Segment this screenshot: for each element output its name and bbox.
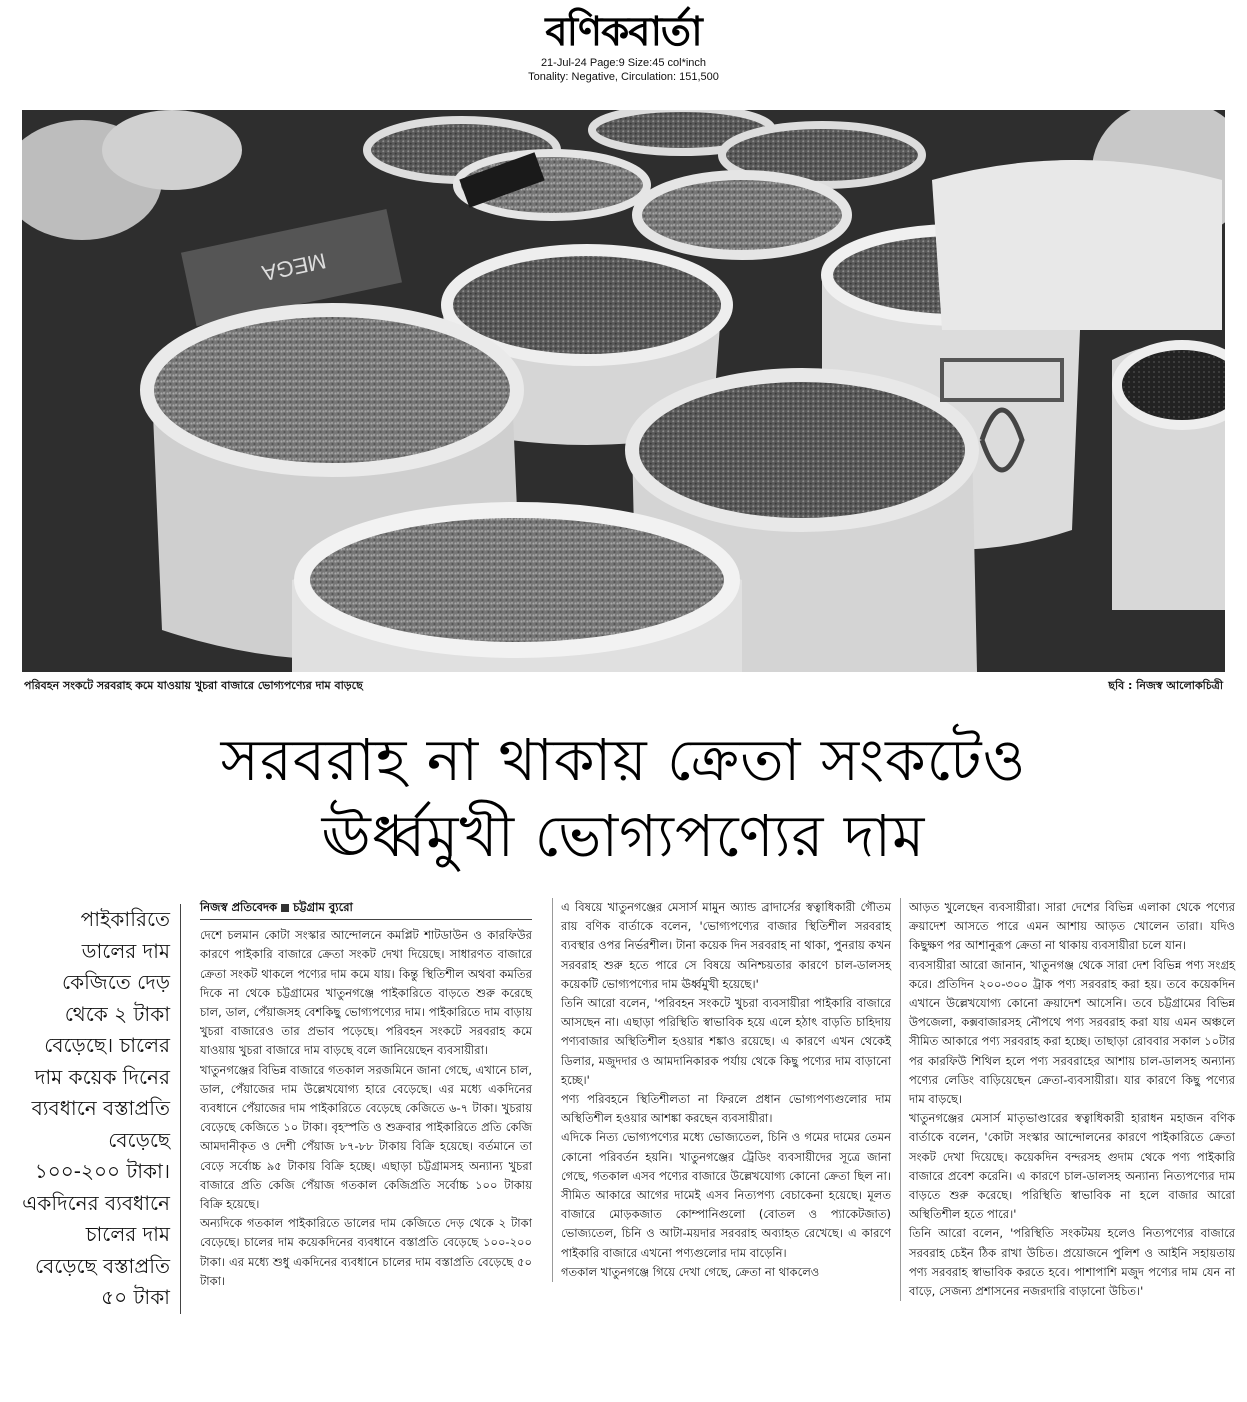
paragraph: তিনি আরো বলেন, 'পরিবহন সংকটে খুচরা ব্যবসায়ীরা পাইকারি বাজারে আসছেন না। এছাড়া পরিস্থিতি স্বাভাবিক হয়ে এলে হঠাৎ বাড়তি চাহিদায় পণ্যবাজার অস্থিতিশীল হওয়ার শঙ্কাও রয়েছে। এ কারণে এখন থেকেই ডিলার, মজুদদার ও আমদানিকারক পর্যায় থেকে কিছু পণ্যের দাম বাড়ানো হচ্ছে।': [561, 996, 891, 1087]
masthead: [0, 8, 1247, 84]
paragraph: দেশে চলমান কোটা সংস্কার আন্দোলনে কমপ্লিট শাটডাউন ও কারফিউর কারণে পাইকারি বাজারে ক্রেতা সংকট দেখা দিয়েছে। সাধারণত বাজারে ক্রেতা সংকট থাকলে পণ্যের দাম কমে যায়। কিন্তু স্থিতিশীল অথবা কমতির দিকে না থেকে চট্টগ্রামের খাতুনগঞ্জে পাইকারিতে বাড়তে শুরু করেছে চাল, ডাল, পেঁয়াজসহ বেশকিছু ভোগ্যপণ্যের দাম। পাইকারিতে দাম বাড়ায় খুচরা বাজারেও তার প্রভাব পড়েছে। পরিবহন সংকটে সরবরাহ কমে যাওয়ায় খুচরা বাজারে দাম বাড়ছে বলে জানিয়েছেন ব্যবসায়ীরা।: [200, 928, 532, 1058]
paragraph: এ বিষয়ে খাতুনগঞ্জের মেসার্স মামুন অ্যান্ড ব্রাদার্সের স্বত্বাধিকারী গৌতম রায় বণিক বার্তাকে বলেন, 'ভোগ্যপণ্যের বাজার স্থিতিশীল সরবরাহ ব্যবস্থার ওপর নির্ভরশীল। টানা কয়েক দিন সরবরাহ না থাকা, পুনরায় কখন সরবরাহ শুরু হতে পারে সে বিষয়ে অনিশ্চয়তার কারণে চাল-ডালসহ কয়েকটি ভোগ্যপণ্যের দাম ঊর্ধ্বমুখী হয়েছে।': [561, 900, 891, 991]
paragraph: গতকাল খাতুনগঞ্জে গিয়ে দেখা গেছে, ক্রেতা না থাকলেও: [561, 1264, 820, 1279]
byline-reporter: নিজস্ব প্রতিবেদক: [200, 900, 278, 914]
headline-line2: ঊর্ধ্বমুখী ভোগ্যপণ্যের দাম: [321, 802, 926, 870]
headline: [0, 722, 1247, 874]
market-photo: [22, 110, 1225, 672]
paragraph: খাতুনগঞ্জের বিভিন্ন বাজারে গতকাল সরজমিনে জানা গেছে, এখানে চাল, ডাল, পেঁয়াজের দাম উল্লেখযোগ্য হারে বেড়েছে। এর মধ্যে একদিনের ব্যবধানে পেঁয়াজের দাম পাইকারিতে বেড়েছে কেজিতে ৬-৭ টাকা। খুচরায় বেড়েছে কেজিতে ১০ টাকা। বৃহস্পতি ও শুক্রবার পাইকারিতে প্রতি কেজি আমদানীকৃত ও দেশী পেঁয়াজ ৮৭-৮৮ টাকায় বিক্রি হয়েছে। বর্তমানে তা বেড়ে সর্বোচ্চ ৯৫ টাকায় বিক্রি হচ্ছে। এছাড়া চট্টগ্রামসহ অন্যান্য খুচরা বাজারে প্রতি কেজি পেঁয়াজ গতকাল কেজিপ্রতি সর্বোচ্চ ১০০ টাকায় বিক্রি হয়েছে।: [200, 1062, 532, 1212]
article-column-1: [200, 898, 532, 1291]
clipping-meta-line2: Tonality: Negative, Circulation: 151,500: [528, 71, 719, 83]
bullet-icon: [281, 904, 289, 912]
headline-line1: সরবরাহ না থাকায় ক্রেতা সংকটেও: [220, 726, 1027, 794]
paragraph: এদিকে নিত্য ভোগ্যপণ্যের মধ্যে ভোজ্যতেল, চিনি ও গমের দামের তেমন কোনো পরিবর্তন হয়নি। খাতুনগঞ্জের ট্রেডিং ব্যবসায়ীদের সূত্রে জানা গেছে, গতকাল এসব পণ্যের বাজারে উল্লেখযোগ্য কোনো ক্রেতা ছিল না। সীমিত আকারে আগের দামেই এসব নিত্যপণ্য বেচাকেনা হয়েছে। মূলত বাজারে মোড়কজাত কোম্পানিগুলো (বোতল ও প্যাকেটজাত) ভোজ্যতেল, চিনি ও আটা-ময়দার সরবরাহ অব্যাহত রেখেছে। এ কারণে পাইকারি বাজারে এখনো পণ্যগুলোর দাম বাড়েনি।: [561, 1130, 891, 1260]
pull-quote: পাইকারিতে ডালের দাম কেজিতে দেড় থেকে ২ টাকা বেড়েছে। চালের দাম কয়েক দিনের ব্যবধানে বস্তাপ্রতি বেড়েছে ১০০-২০০ টাকা। একদিনের ব্যবধানে চালের দাম বেড়েছে বস্তাপ্রতি ৫০ টাকা: [20, 904, 181, 1314]
photo-credit: ছবি : নিজস্ব আলোকচিত্রী: [1108, 679, 1223, 692]
byline-bureau: চট্টগ্রাম ব্যুরো: [293, 900, 353, 914]
paragraph: তিনি আরো বলেন, 'পরিস্থিতি সংকটময় হলেও নিত্যপণ্যের বাজারে সরবরাহ চেইন ঠিক রাখা উচিত। প্রয়োজনে পুলিশ ও আইনি সহায়তায় পণ্য সরবরাহ স্বাভাবিক করতে হবে। পাশাপাশি মজুদ পণ্যের দাম যেন না বাড়ে, সেজন্য প্রশাসনের নজরদারি বাড়ানো উচিত।': [909, 1226, 1235, 1299]
paragraph: খাতুনগঞ্জের মেসার্স মাতৃভাণ্ডারের স্বত্বাধিকারী হারাধন মহাজন বণিক বার্তাকে বলেন, 'কোটা সংস্কার আন্দোলনের কারণে পাইকারিতে ক্রেতা সংকট দেখা দিয়েছে। কয়েকদিন বন্দরসহ গুদাম থেকে পণ্য পাইকারি বাজারে প্রবেশ করেনি। এ কারণে চাল-ডালসহ অন্যান্য নিত্যপণ্যের দাম বাড়তে শুরু করেছে। পরিস্থিতি স্বাভাবিক না হলে বাজার আরো অস্থিতিশীল হতে পারে।': [909, 1111, 1235, 1222]
scale-brand-label: MEGA: [259, 248, 329, 286]
photo-caption: পরিবহন সংকটে সরবরাহ কমে যাওয়ায় খুচরা বাজারে ভোগ্যপণ্যের দাম বাড়ছে: [24, 679, 363, 692]
byline: [200, 898, 532, 920]
paragraph: পণ্য পরিবহনে স্থিতিশীলতা না ফিরলে প্রধান ভোগ্যপণ্যগুলোর দাম অস্থিতিশীল হওয়ার আশঙ্কা করছেন ব্যবসায়ীরা।: [561, 1092, 891, 1126]
article-column-3: [900, 898, 1235, 1301]
paragraph: ব্যবসায়ীরা আরো জানান, খাতুনগঞ্জ থেকে সারা দেশ বিভিন্ন পণ্য সংগ্রহ করে। প্রতিদিন ২০০-৩০০ ট্রাক পণ্য সরবরাহ করা হয়। তবে কয়েকদিন এখানে উল্লেখযোগ্য কোনো ক্রয়াদেশ আসেনি। তবে চট্টগ্রামের বিভিন্ন উপজেলা, কক্সবাজারসহ নৌপথে পণ্য সরবরাহ করা যায় এমন অঞ্চলে সীমিত আকারে পণ্য সরবরাহ করা হচ্ছে। তাছাড়া রোববার সকাল ১০টার পর কারফিউ শিথিল হলে পণ্য সরবরাহের আশায় চাল-ডালসহ অন্যান্য পণ্যের লেডিং বাড়িয়েছেন ক্রেতা-ব্যবসায়ীরা। যার কারণে কিছু পণ্যের দাম বাড়ছে।: [909, 957, 1235, 1107]
rice-sacks-illustration: [22, 110, 1225, 672]
newspaper-logo: বণিকবার্তা: [545, 9, 702, 55]
clipping-meta-line1: 21-Jul-24 Page:9 Size:45 col*inch: [540, 57, 707, 69]
paragraph: আড়ত খুলেছেন ব্যবসায়ীরা। সারা দেশের বিভিন্ন এলাকা থেকে পণ্যের ক্রয়াদেশ আসতে পারে এমন আশায় আড়ত খোলেন তারা। যদিও কিছুক্ষণ পর আশানুরূপ ক্রেতা না থাকায় ব্যবসায়ীরা চলে যান।: [909, 900, 1235, 953]
paragraph: অন্যদিকে গতকাল পাইকারিতে ডালের দাম কেজিতে দেড় থেকে ২ টাকা বেড়েছে। চালের দাম কয়েকদিনের ব্যবধানে বস্তাপ্রতি বেড়েছে ১০০-২০০ টাকা। এর মধ্যে শুধু একদিনের ব্যবধানে চালের দাম বস্তাপ্রতি বেড়েছে ৫০ টাকা।: [200, 1216, 532, 1288]
article-column-2: [552, 898, 891, 1282]
